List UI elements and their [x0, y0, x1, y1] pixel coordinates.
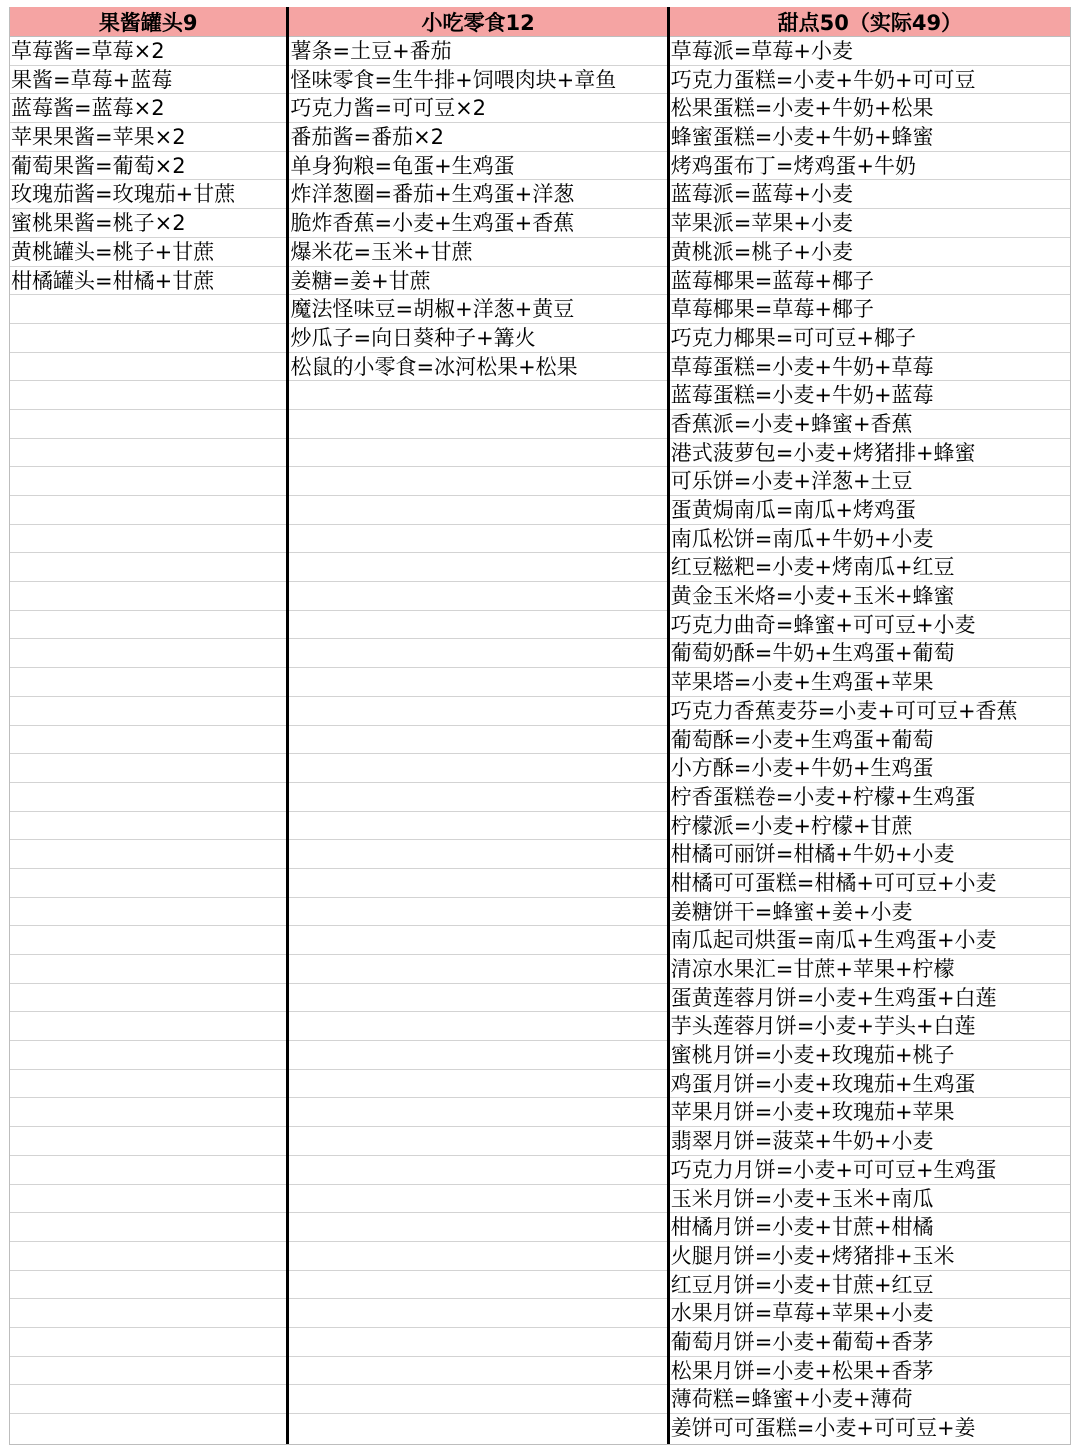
empty-cell	[289, 1414, 666, 1443]
empty-cell	[10, 812, 286, 841]
recipe-cell: 黄桃派=桃子+小麦	[670, 238, 1070, 267]
empty-cell	[10, 697, 286, 726]
recipe-cell: 芋头莲蓉月饼=小麦+芋头+白莲	[670, 1012, 1070, 1041]
empty-cell	[10, 1242, 286, 1271]
recipe-cell: 单身狗粮=龟蛋+生鸡蛋	[289, 152, 666, 181]
recipe-cell: 苹果派=苹果+小麦	[670, 209, 1070, 238]
column-snacks	[286, 7, 666, 1444]
recipe-cell: 葡萄月饼=小麦+葡萄+香茅	[670, 1328, 1070, 1357]
empty-cell	[289, 439, 666, 468]
recipe-cell: 番茄酱=番茄×2	[289, 123, 666, 152]
recipe-cell: 蜂蜜蛋糕=小麦+牛奶+蜂蜜	[670, 123, 1070, 152]
empty-cell	[10, 1127, 286, 1156]
recipe-cell: 苹果月饼=小麦+玫瑰茄+苹果	[670, 1098, 1070, 1127]
empty-cell	[289, 611, 666, 640]
column-rows	[10, 37, 286, 1443]
recipe-cell: 火腿月饼=小麦+烤猪排+玉米	[670, 1242, 1070, 1271]
empty-cell	[289, 812, 666, 841]
empty-cell	[10, 582, 286, 611]
recipe-cell: 薯条=土豆+番茄	[289, 37, 666, 66]
column-desserts	[667, 7, 1070, 1444]
empty-cell	[289, 553, 666, 582]
empty-cell	[289, 984, 666, 1013]
recipe-cell: 蓝莓蛋糕=小麦+牛奶+蓝莓	[670, 381, 1070, 410]
empty-cell	[289, 1185, 666, 1214]
empty-cell	[10, 1098, 286, 1127]
empty-cell	[289, 840, 666, 869]
recipe-cell: 魔法怪味豆=胡椒+洋葱+黄豆	[289, 295, 666, 324]
empty-cell	[10, 525, 286, 554]
recipe-cell: 柑橘罐头=柑橘+甘蔗	[10, 267, 286, 296]
empty-cell	[10, 783, 286, 812]
recipe-cell: 巧克力酱=可可豆×2	[289, 94, 666, 123]
empty-cell	[10, 955, 286, 984]
empty-cell	[289, 783, 666, 812]
empty-cell	[289, 754, 666, 783]
empty-cell	[10, 324, 286, 353]
empty-cell	[10, 467, 286, 496]
recipe-cell: 红豆月饼=小麦+甘蔗+红豆	[670, 1271, 1070, 1300]
recipe-cell: 果酱=草莓+蓝莓	[10, 66, 286, 95]
recipe-cell: 水果月饼=草莓+苹果+小麦	[670, 1299, 1070, 1328]
recipe-cell: 可乐饼=小麦+洋葱+土豆	[670, 467, 1070, 496]
empty-cell	[289, 525, 666, 554]
empty-cell	[10, 1271, 286, 1300]
empty-cell	[10, 1070, 286, 1099]
recipe-cell: 苹果果酱=苹果×2	[10, 123, 286, 152]
empty-cell	[10, 381, 286, 410]
recipe-cell: 翡翠月饼=菠菜+牛奶+小麦	[670, 1127, 1070, 1156]
column-jam-cans	[10, 7, 286, 1444]
recipe-cell: 草莓椰果=草莓+椰子	[670, 295, 1070, 324]
empty-cell	[10, 1012, 286, 1041]
empty-cell	[10, 726, 286, 755]
empty-cell	[289, 955, 666, 984]
column-header-snacks: 小吃零食12	[289, 7, 666, 37]
empty-cell	[10, 1156, 286, 1185]
empty-cell	[289, 898, 666, 927]
empty-cell	[10, 639, 286, 668]
recipe-cell: 巧克力蛋糕=小麦+牛奶+可可豆	[670, 66, 1070, 95]
recipe-cell: 柠香蛋糕卷=小麦+柠檬+生鸡蛋	[670, 783, 1070, 812]
recipe-cell: 蓝莓派=蓝莓+小麦	[670, 180, 1070, 209]
recipe-cell: 脆炸香蕉=小麦+生鸡蛋+香蕉	[289, 209, 666, 238]
column-rows	[289, 37, 666, 1443]
recipe-cell: 蜜桃月饼=小麦+玫瑰茄+桃子	[670, 1041, 1070, 1070]
empty-cell	[10, 984, 286, 1013]
recipe-cell: 柠檬派=小麦+柠檬+甘蔗	[670, 812, 1070, 841]
empty-cell	[289, 1385, 666, 1414]
recipe-cell: 草莓蛋糕=小麦+牛奶+草莓	[670, 353, 1070, 382]
empty-cell	[289, 1242, 666, 1271]
recipe-cell: 苹果塔=小麦+生鸡蛋+苹果	[670, 668, 1070, 697]
empty-cell	[289, 639, 666, 668]
empty-cell	[10, 295, 286, 324]
recipe-cell: 鸡蛋月饼=小麦+玫瑰茄+生鸡蛋	[670, 1070, 1070, 1099]
empty-cell	[10, 1185, 286, 1214]
empty-cell	[10, 1414, 286, 1443]
recipe-cell: 姜糖饼干=蜂蜜+姜+小麦	[670, 898, 1070, 927]
recipe-cell: 薄荷糕=蜂蜜+小麦+薄荷	[670, 1385, 1070, 1414]
recipe-cell: 松果蛋糕=小麦+牛奶+松果	[670, 94, 1070, 123]
empty-cell	[10, 611, 286, 640]
recipe-cell: 蛋黄焗南瓜=南瓜+烤鸡蛋	[670, 496, 1070, 525]
recipe-cell: 蓝莓酱=蓝莓×2	[10, 94, 286, 123]
recipe-cell: 炸洋葱圈=番茄+生鸡蛋+洋葱	[289, 180, 666, 209]
recipe-cell: 葡萄酥=小麦+生鸡蛋+葡萄	[670, 726, 1070, 755]
empty-cell	[289, 1328, 666, 1357]
empty-cell	[289, 496, 666, 525]
empty-cell	[10, 840, 286, 869]
recipe-cell: 葡萄果酱=葡萄×2	[10, 152, 286, 181]
recipe-cell: 爆米花=玉米+甘蔗	[289, 238, 666, 267]
recipe-cell: 姜糖=姜+甘蔗	[289, 267, 666, 296]
recipe-cell: 柑橘可丽饼=柑橘+牛奶+小麦	[670, 840, 1070, 869]
recipe-cell: 姜饼可可蛋糕=小麦+可可豆+姜	[670, 1416, 976, 1440]
empty-cell	[10, 1357, 286, 1386]
empty-cell	[10, 1385, 286, 1414]
empty-cell	[10, 754, 286, 783]
empty-cell	[289, 1070, 666, 1099]
empty-cell	[10, 869, 286, 898]
recipe-cell: 香蕉派=小麦+蜂蜜+香蕉	[670, 410, 1070, 439]
recipe-cell: 柑橘可可蛋糕=柑橘+可可豆+小麦	[670, 869, 1070, 898]
recipe-cell: 小方酥=小麦+牛奶+生鸡蛋	[670, 754, 1070, 783]
recipe-cell: 怪味零食=生牛排+饲喂肉块+章鱼	[289, 66, 666, 95]
empty-cell	[10, 1041, 286, 1070]
empty-cell	[289, 1271, 666, 1300]
recipe-cell: 蜜桃果酱=桃子×2	[10, 209, 286, 238]
recipe-cell: 草莓酱=草莓×2	[10, 37, 286, 66]
empty-cell	[289, 1012, 666, 1041]
empty-cell	[289, 582, 666, 611]
recipe-cell: 南瓜松饼=南瓜+牛奶+小麦	[670, 525, 1070, 554]
empty-cell	[289, 869, 666, 898]
empty-cell	[289, 668, 666, 697]
recipe-cell: 红豆糍粑=小麦+烤南瓜+红豆	[670, 553, 1070, 582]
recipe-table	[9, 7, 1071, 1445]
empty-cell	[10, 496, 286, 525]
recipe-cell: 松果月饼=小麦+松果+香茅	[670, 1357, 1070, 1386]
recipe-cell: 港式菠萝包=小麦+烤猪排+蜂蜜	[670, 439, 1070, 468]
empty-cell	[289, 1299, 666, 1328]
recipe-cell: 蛋黄莲蓉月饼=小麦+生鸡蛋+白莲	[670, 984, 1070, 1013]
recipe-cell: 黄桃罐头=桃子+甘蔗	[10, 238, 286, 267]
recipe-cell: 蓝莓椰果=蓝莓+椰子	[670, 267, 1070, 296]
recipe-cell: 巧克力香蕉麦芬=小麦+可可豆+香蕉	[670, 697, 1070, 726]
empty-cell	[10, 1299, 286, 1328]
empty-cell	[289, 1098, 666, 1127]
empty-cell	[10, 439, 286, 468]
recipe-cell: 南瓜起司烘蛋=南瓜+生鸡蛋+小麦	[670, 926, 1070, 955]
empty-cell	[10, 353, 286, 382]
empty-cell	[289, 697, 666, 726]
recipe-cell: 玫瑰茄酱=玫瑰茄+甘蔗	[10, 180, 286, 209]
empty-cell	[289, 381, 666, 410]
recipe-cell: 草莓派=草莓+小麦	[670, 37, 1070, 66]
empty-cell	[289, 726, 666, 755]
column-header-desserts: 甜点50（实际49）	[670, 7, 1070, 37]
empty-cell	[289, 1127, 666, 1156]
empty-cell	[10, 668, 286, 697]
recipe-cell: 松鼠的小零食=冰河松果+松果	[289, 353, 666, 382]
empty-cell	[289, 1357, 666, 1386]
recipe-cell: 黄金玉米烙=小麦+玉米+蜂蜜	[670, 582, 1070, 611]
recipe-cell: 炒瓜子=向日葵种子+篝火	[289, 324, 666, 353]
column-header-jam-cans: 果酱罐头9	[10, 7, 286, 37]
empty-cell	[289, 410, 666, 439]
empty-cell	[10, 1328, 286, 1357]
empty-cell	[10, 410, 286, 439]
empty-cell	[10, 1213, 286, 1242]
column-rows	[670, 37, 1070, 1443]
recipe-cell: 玉米月饼=小麦+玉米+南瓜	[670, 1185, 1070, 1214]
empty-cell	[289, 926, 666, 955]
empty-cell	[289, 1213, 666, 1242]
recipe-cell: 巧克力月饼=小麦+可可豆+生鸡蛋	[670, 1156, 1070, 1185]
recipe-cell: 清凉水果汇=甘蔗+苹果+柠檬	[670, 955, 1070, 984]
recipe-cell: 柑橘月饼=小麦+甘蔗+柑橘	[670, 1213, 1070, 1242]
recipe-cell: 巧克力曲奇=蜂蜜+可可豆+小麦	[670, 611, 1070, 640]
empty-cell	[10, 553, 286, 582]
empty-cell	[10, 926, 286, 955]
empty-cell	[289, 467, 666, 496]
empty-cell	[10, 898, 286, 927]
recipe-cell: 巧克力椰果=可可豆+椰子	[670, 324, 1070, 353]
empty-cell	[289, 1156, 666, 1185]
recipe-cell: 葡萄奶酥=牛奶+生鸡蛋+葡萄	[670, 639, 1070, 668]
empty-cell	[289, 1041, 666, 1070]
recipe-cell: 烤鸡蛋布丁=烤鸡蛋+牛奶	[670, 152, 1070, 181]
